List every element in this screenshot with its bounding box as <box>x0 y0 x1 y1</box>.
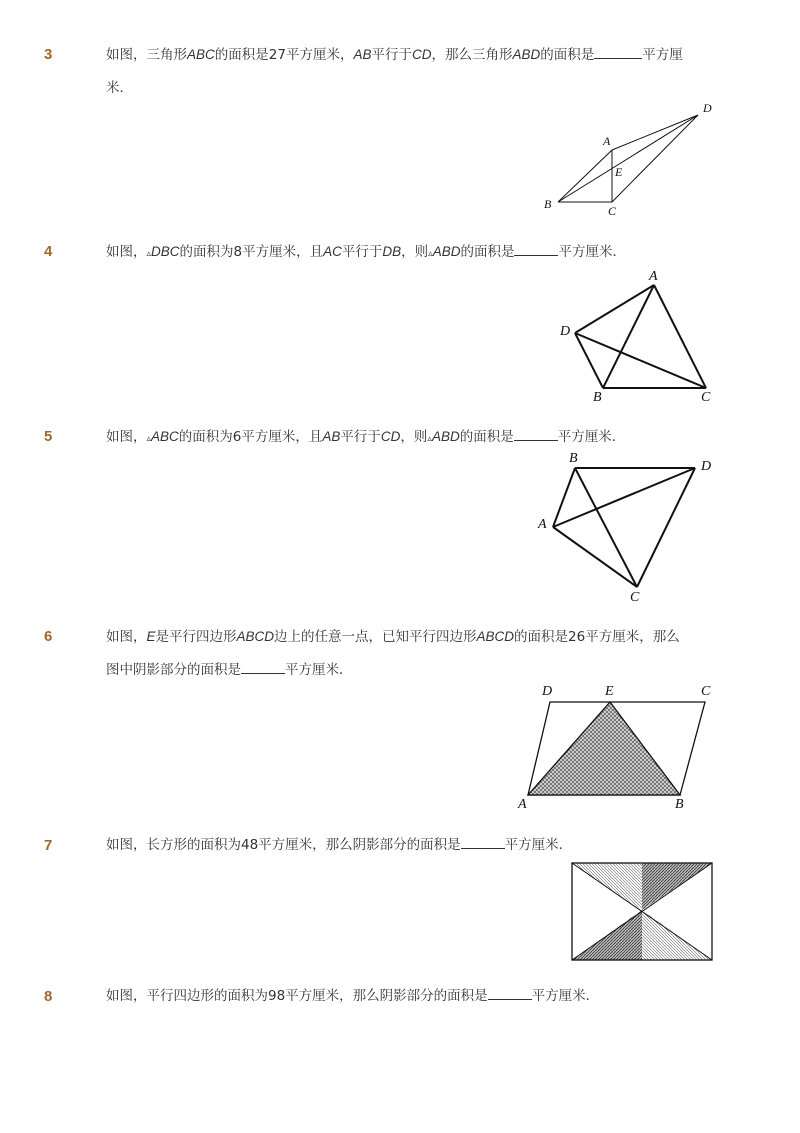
question-number: 5 <box>44 428 53 445</box>
variable: ABC <box>151 429 179 444</box>
label-d: D <box>703 101 712 115</box>
question-number: 6 <box>44 628 53 645</box>
variable: DB <box>382 244 402 259</box>
variable: AB <box>353 47 372 62</box>
label-c: C <box>701 684 711 699</box>
label-e: E <box>615 165 623 179</box>
question-text: 如图，长方形的面积为48平方厘米，那么阴影部分的面积是 平方厘米． <box>106 829 716 862</box>
answer-blank[interactable] <box>514 241 558 256</box>
figure-q4 <box>555 265 725 405</box>
variable: ABCD <box>236 629 275 644</box>
answer-blank[interactable] <box>241 659 285 674</box>
answer-blank[interactable] <box>488 985 532 1000</box>
label-b: B <box>544 197 552 211</box>
figure-q6 <box>515 680 720 815</box>
variable: ABD <box>512 47 541 62</box>
question-number: 7 <box>44 837 53 854</box>
figure-q7 <box>565 855 720 967</box>
variable: ABC <box>187 47 215 62</box>
label-b: B <box>569 451 578 466</box>
variable: CD <box>380 429 401 444</box>
label-b: B <box>675 797 684 812</box>
label-c: C <box>701 390 711 405</box>
label-b: B <box>593 390 602 405</box>
label-d: D <box>542 684 553 699</box>
label-c: C <box>630 590 640 605</box>
question-text: 如图，平行四边形的面积为98平方厘米，那么阴影部分的面积是 平方厘米． <box>106 980 716 1013</box>
question-number: 4 <box>44 243 53 260</box>
label-a: A <box>649 269 658 284</box>
label-a: A <box>538 517 547 532</box>
variable: DBC <box>151 244 180 259</box>
variable: AB <box>322 429 341 444</box>
variable: ABD <box>431 429 460 444</box>
variable: ABCD <box>476 629 515 644</box>
figure-q5 <box>535 450 725 605</box>
question-number: 3 <box>44 46 53 63</box>
label-e: E <box>605 684 614 699</box>
label-a: A <box>518 797 527 812</box>
label-c: C <box>608 204 617 218</box>
shaded-triangle <box>528 702 680 795</box>
label-d: D <box>701 459 712 474</box>
question-number: 8 <box>44 988 53 1005</box>
question-text: 如图，三角形ABC的面积是27平方厘米，AB平行于CD，那么三角形ABD的面积是 平方厘 米． <box>106 38 716 105</box>
label-d: D <box>560 324 571 339</box>
answer-blank[interactable] <box>514 426 558 441</box>
variable: ABD <box>432 244 461 259</box>
answer-blank[interactable] <box>461 834 505 849</box>
variable: E <box>146 629 156 644</box>
question-text: 如图，E是平行四边形ABCD边上的任意一点，已知平行四边形ABCD的面积是26平方厘米，那么 图中阴影部分的面积是 平方厘米． <box>106 629 680 678</box>
answer-blank[interactable] <box>594 44 642 59</box>
variable: CD <box>411 47 432 62</box>
label-a: A <box>603 134 611 148</box>
question-text: 如图，▵ABC的面积为6平方厘米，且AB平行于CD，则▵ABD的面积是 平方厘米． <box>106 420 716 456</box>
figure-q3 <box>540 100 720 220</box>
variable: AC <box>323 244 342 259</box>
question-text: 如图，▵DBC的面积为8平方厘米，且AC平行于DB，则▵ABD的面积是 平方厘米． <box>106 235 716 271</box>
